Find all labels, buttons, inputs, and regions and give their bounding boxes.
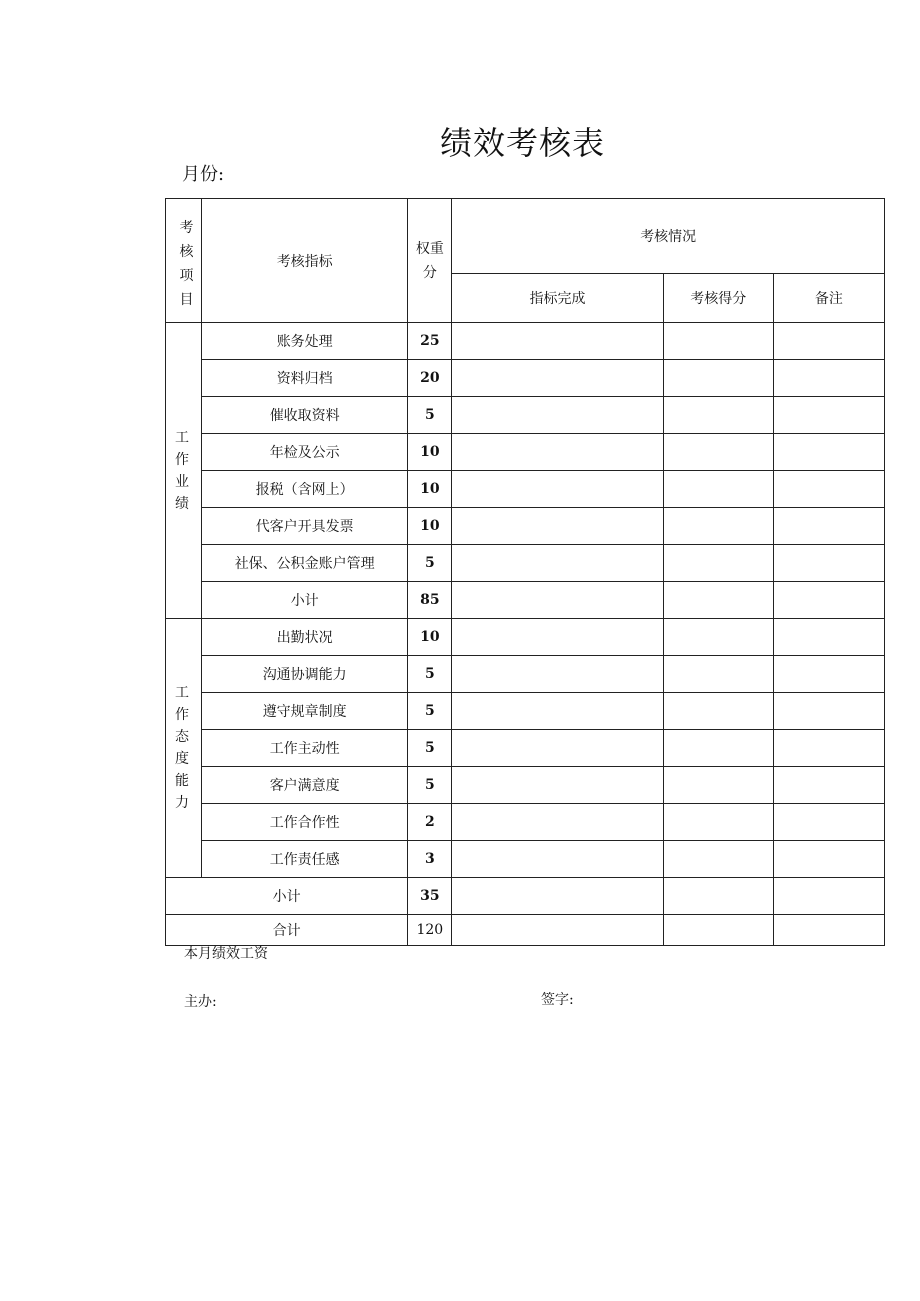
subtotal-weight: 35 <box>408 878 452 915</box>
indicator-cell: 社保、公积金账户管理 <box>202 545 408 582</box>
sign-label: 签字: <box>541 992 574 1008</box>
indicator-cell: 资料归档 <box>202 360 408 397</box>
completion-cell[interactable] <box>452 656 663 693</box>
header-indicator: 考核指标 <box>202 199 408 323</box>
table-row <box>166 545 885 582</box>
total-row <box>166 915 885 946</box>
month-label: 月份: <box>182 164 225 185</box>
score-cell[interactable] <box>663 508 773 545</box>
indicator-cell: 工作合作性 <box>202 804 408 841</box>
completion-cell[interactable] <box>452 767 663 804</box>
score-cell[interactable] <box>663 619 773 656</box>
score-cell[interactable] <box>663 767 773 804</box>
note-cell[interactable] <box>773 693 884 730</box>
table-row <box>166 508 885 545</box>
score-cell[interactable] <box>663 434 773 471</box>
note-cell[interactable] <box>773 582 884 619</box>
note-cell[interactable] <box>773 508 884 545</box>
score-cell[interactable] <box>663 841 773 878</box>
indicator-cell: 客户满意度 <box>202 767 408 804</box>
indicator-cell: 沟通协调能力 <box>202 656 408 693</box>
table-row <box>166 841 885 878</box>
host-label: 主办: <box>184 994 217 1010</box>
table-row <box>166 471 885 508</box>
subtotal-label: 小计 <box>166 878 408 915</box>
header-completion: 指标完成 <box>452 274 663 323</box>
note-cell[interactable] <box>773 767 884 804</box>
subtotal-row <box>166 582 885 619</box>
completion-cell[interactable] <box>452 693 663 730</box>
completion-cell[interactable] <box>452 397 663 434</box>
note-cell[interactable] <box>773 841 884 878</box>
monthly-pay-label: 本月绩效工资 <box>184 946 268 962</box>
header-situation: 考核情况 <box>452 199 885 274</box>
score-cell[interactable] <box>663 471 773 508</box>
table-row <box>166 767 885 804</box>
table-row <box>166 804 885 841</box>
completion-cell[interactable] <box>452 730 663 767</box>
table-row <box>166 619 885 656</box>
note-cell[interactable] <box>773 878 884 915</box>
header-score: 考核得分 <box>663 274 773 323</box>
note-cell[interactable] <box>773 471 884 508</box>
note-cell[interactable] <box>773 397 884 434</box>
weight-cell: 5 <box>408 545 452 582</box>
total-weight: 120 <box>408 915 452 946</box>
completion-cell[interactable] <box>452 841 663 878</box>
weight-cell: 10 <box>408 508 452 545</box>
score-cell[interactable] <box>663 397 773 434</box>
indicator-cell: 工作主动性 <box>202 730 408 767</box>
completion-cell[interactable] <box>452 582 663 619</box>
completion-cell[interactable] <box>452 360 663 397</box>
indicator-cell: 工作责任感 <box>202 841 408 878</box>
table-row <box>166 323 885 360</box>
score-cell[interactable] <box>663 656 773 693</box>
score-cell[interactable] <box>663 545 773 582</box>
weight-cell: 20 <box>408 360 452 397</box>
table-row <box>166 693 885 730</box>
completion-cell[interactable] <box>452 619 663 656</box>
section-label-attitude: 工作态度能力 <box>166 619 202 878</box>
table-row <box>166 360 885 397</box>
score-cell[interactable] <box>663 323 773 360</box>
indicator-cell: 账务处理 <box>202 323 408 360</box>
completion-cell[interactable] <box>452 508 663 545</box>
completion-cell[interactable] <box>452 804 663 841</box>
table-row <box>166 656 885 693</box>
note-cell[interactable] <box>773 656 884 693</box>
completion-cell[interactable] <box>452 434 663 471</box>
note-cell[interactable] <box>773 545 884 582</box>
score-cell[interactable] <box>663 878 773 915</box>
weight-cell: 10 <box>408 619 452 656</box>
completion-cell[interactable] <box>452 471 663 508</box>
completion-cell[interactable] <box>452 878 663 915</box>
weight-cell: 5 <box>408 397 452 434</box>
note-cell[interactable] <box>773 915 884 946</box>
score-cell[interactable] <box>663 730 773 767</box>
table-row <box>166 730 885 767</box>
completion-cell[interactable] <box>452 915 663 946</box>
assessment-table <box>165 198 885 946</box>
weight-cell: 5 <box>408 656 452 693</box>
indicator-cell: 出勤状况 <box>202 619 408 656</box>
weight-cell: 3 <box>408 841 452 878</box>
note-cell[interactable] <box>773 730 884 767</box>
score-cell[interactable] <box>663 804 773 841</box>
completion-cell[interactable] <box>452 323 663 360</box>
page-title: 绩效考核表 <box>440 124 606 162</box>
weight-cell: 5 <box>408 767 452 804</box>
score-cell[interactable] <box>663 582 773 619</box>
table-row <box>166 397 885 434</box>
header-note: 备注 <box>773 274 884 323</box>
score-cell[interactable] <box>663 915 773 946</box>
section-label-performance: 工作业绩 <box>166 323 202 619</box>
note-cell[interactable] <box>773 360 884 397</box>
weight-cell: 10 <box>408 471 452 508</box>
note-cell[interactable] <box>773 434 884 471</box>
header-weight: 权重分 <box>408 199 452 323</box>
table-row <box>166 434 885 471</box>
indicator-cell: 年检及公示 <box>202 434 408 471</box>
indicator-cell: 代客户开具发票 <box>202 508 408 545</box>
weight-cell: 10 <box>408 434 452 471</box>
weight-cell: 2 <box>408 804 452 841</box>
subtotal-row <box>166 878 885 915</box>
indicator-cell: 遵守规章制度 <box>202 693 408 730</box>
score-cell[interactable] <box>663 693 773 730</box>
indicator-cell: 催收取资料 <box>202 397 408 434</box>
indicator-cell: 报税（含网上） <box>202 471 408 508</box>
weight-cell: 5 <box>408 693 452 730</box>
total-label: 合计 <box>166 915 408 946</box>
header-project: 考核项目 <box>166 199 202 323</box>
subtotal-label: 小计 <box>202 582 408 619</box>
completion-cell[interactable] <box>452 545 663 582</box>
note-cell[interactable] <box>773 619 884 656</box>
note-cell[interactable] <box>773 323 884 360</box>
score-cell[interactable] <box>663 360 773 397</box>
weight-cell: 5 <box>408 730 452 767</box>
weight-cell: 25 <box>408 323 452 360</box>
note-cell[interactable] <box>773 804 884 841</box>
subtotal-weight: 85 <box>408 582 452 619</box>
